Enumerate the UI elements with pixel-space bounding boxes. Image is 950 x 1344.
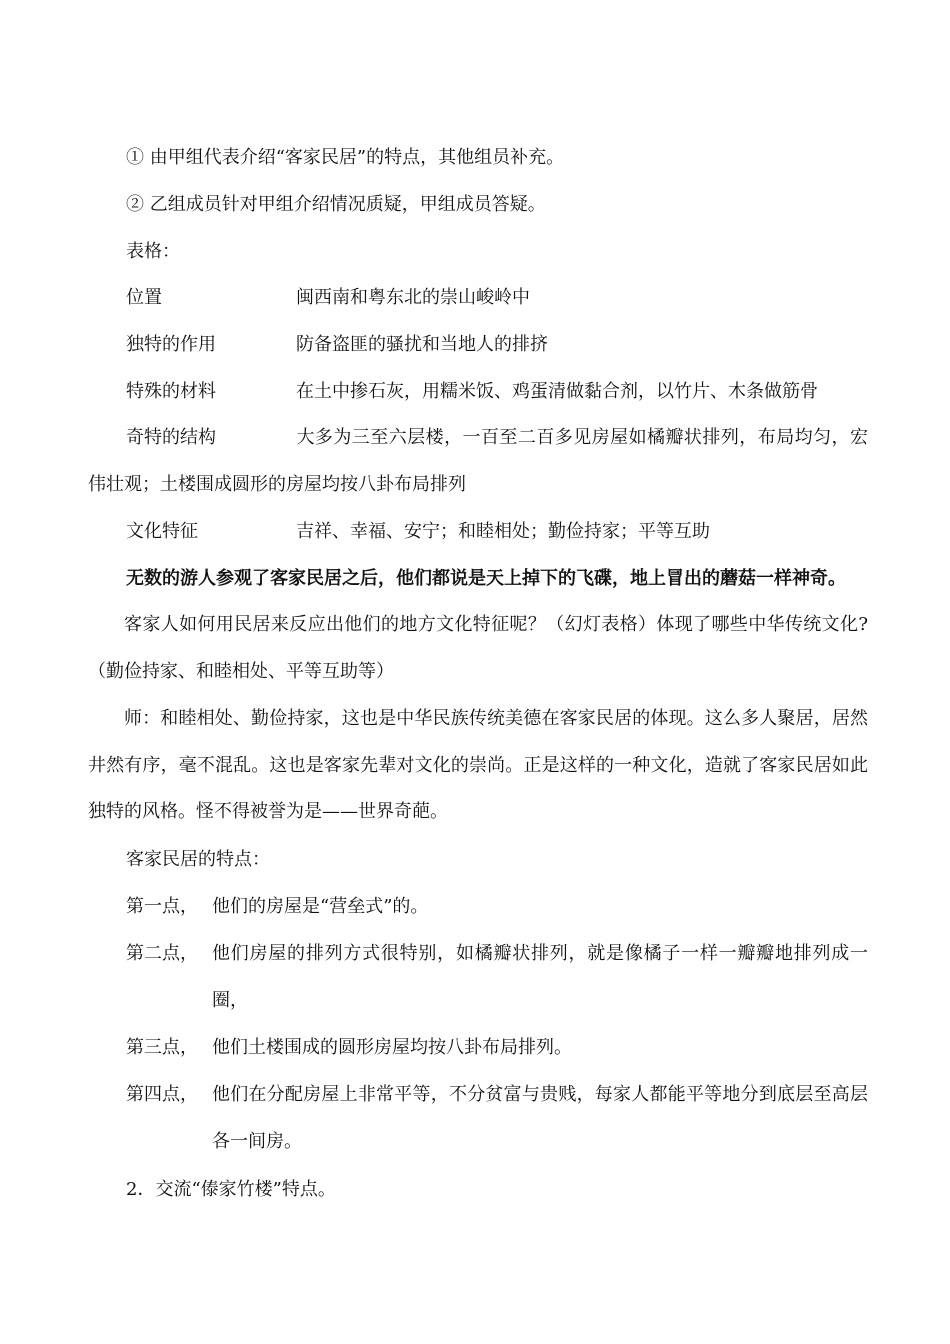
teacher-paragraph: 师：和睦相处、勤俭持家，这也是中华民族传统美德在客家民居的体现。这么多人聚居，居然井然有序，毫不混乱。这也是客家先辈对文化的崇尚。正是这样的一种文化，造就了客家民居如此独特的风格。怪不得被誉为是——世界奇葩。 <box>88 708 868 822</box>
table-row-value: 闽西南和粤东北的崇山峻岭中 <box>296 287 530 308</box>
table-row-label: 特殊的材料 <box>126 381 216 402</box>
table-row-value: 吉祥、幸福、安宁；和睦相处；勤俭持家；平等互助 <box>296 521 710 542</box>
feature-label: 第二点， <box>126 943 198 964</box>
step-2-text: ② 乙组成员针对甲组介绍情况质疑，甲组成员答疑。 <box>126 194 546 215</box>
table-row-structure <box>88 415 868 508</box>
table-row-value: 在土中掺石灰，用糯米饭、鸡蛋清做黏合剂，以竹片、木条做筋骨 <box>296 381 818 402</box>
feature-text: 他们房屋的排列方式很特别，如橘瓣状排列，就是像橘子一样一瓣瓣地排列成一圈， <box>212 943 868 1011</box>
table-row-label: 奇特的结构 <box>126 427 216 448</box>
feature-label: 第三点， <box>126 1037 198 1058</box>
table-row-label: 位置 <box>126 287 162 308</box>
feature-text: 他们土楼围成的圆形房屋均按八卦布局排列。 <box>212 1037 572 1058</box>
table-label: 表格： <box>126 241 180 262</box>
feature-text: 他们在分配房屋上非常平等，不分贫富与贵贱，每家人都能平等地分到底层至高层各一间房。 <box>212 1084 868 1152</box>
next-section-heading: 2．交流“傣家竹楼”特点。 <box>126 1179 336 1200</box>
bold-sentence: 无数的游人参观了客家民居之后，他们都说是天上掉下的飞碟，地上冒出的蘑菇一样神奇。 <box>126 568 846 589</box>
table-row-value: 大多为三至六层楼，一百至二百多见房屋如橘瓣状排列，布局均匀，宏伟壮观；土楼围成圆形的房屋均按八卦布局排列 <box>88 427 868 495</box>
question-paragraph: 客家人如何用民居来反应出他们的地方文化特征呢？（幻灯表格）体现了哪些中华传统文化?（勤俭持家、和睦相处、平等互助等） <box>88 614 868 682</box>
feature-label: 第四点， <box>126 1084 198 1105</box>
feature-text: 他们的房屋是“营垒式”的。 <box>212 896 429 917</box>
table-row-label: 文化特征 <box>126 521 198 542</box>
table-row-label: 独特的作用 <box>126 334 216 355</box>
feature-label: 第一点， <box>126 896 198 917</box>
step-1-text: ① 由甲组代表介绍“客家民居”的特点，其他组员补充。 <box>126 147 565 168</box>
table-row-value: 防备盗匪的骚扰和当地人的排挤 <box>296 334 548 355</box>
features-title: 客家民居的特点： <box>126 849 270 870</box>
